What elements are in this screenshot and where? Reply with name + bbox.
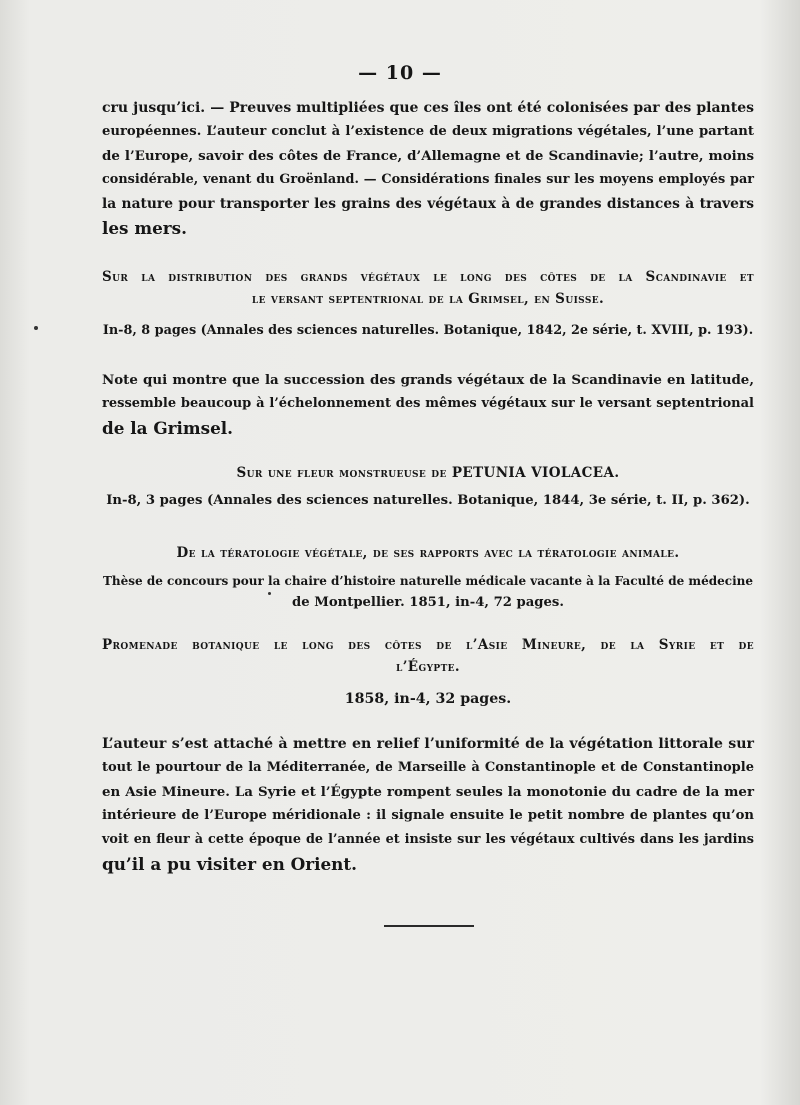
meta-line: 1858, in-4, 32 pages. [344, 691, 512, 707]
section-body [102, 368, 754, 440]
text-line: la nature pour transporter les grains des végétaux à de grandes distances à travers [102, 196, 754, 212]
text-line: qu’il a pu visiter en Orient. [102, 854, 357, 874]
intro-paragraph [102, 96, 754, 240]
title-line: Promenade botanique le long des côtes de l’Asie Mineure, de la Syrie et de [102, 637, 754, 653]
section-title-promenade [102, 634, 754, 678]
meta-line: In-8, 3 pages (Annales des sciences naturelles. Botanique, 1844, 3e série, t. II, p. 362). [106, 493, 750, 508]
text-line: intérieure de l’Europe méridionale : il signale ensuite le petit nombre de plantes qu’on [102, 808, 754, 823]
text-line: européennes. L’auteur conclut à l’existence de deux migrations végétales, l’une partant [102, 124, 754, 139]
title-line: Sur une fleur monstrueuse de PETUNIA VIOLACEA. [236, 465, 620, 481]
publication-info [102, 320, 754, 342]
closing-rule [384, 925, 474, 927]
title-line: Sur la distribution des grands végétaux le long des côtes de la Scandinavie et [102, 269, 754, 285]
text-line: ressemble beaucoup à l’échelonnement des mêmes végétaux sur le versant septentrional [102, 396, 754, 411]
section-body [102, 732, 754, 876]
title-line: le versant septentrional de la Grimsel, en Suisse. [251, 291, 605, 307]
text-line: considérable, venant du Groënland. — Considérations finales sur les moyens employés par [102, 172, 754, 187]
publication-info [102, 490, 754, 512]
text-line: L’auteur s’est attaché à mettre en relief l’uniformité de la végétation littorale sur [102, 736, 754, 752]
text-line: cru jusqu’ici. — Preuves multipliées que ces îles ont été colonisées par des plantes [102, 100, 754, 116]
publication-info [102, 570, 754, 614]
text-line: les mers. [102, 218, 187, 238]
publication-info [102, 688, 754, 710]
print-speck [34, 326, 38, 330]
text-line: en Asie Mineure. La Syrie et l’Égypte rompent seules la monotonie du cadre de la mer [102, 784, 754, 800]
section-title-scandinavie [102, 266, 754, 310]
text-line: Note qui montre que la succession des grands végétaux de la Scandinavie en latitude, [102, 372, 754, 388]
meta-line: In-8, 8 pages (Annales des sciences naturelles. Botanique, 1842, 2e série, t. XVIII, p. 193). [102, 323, 754, 338]
title-line: l’Égypte. [395, 659, 461, 675]
meta-line: de Montpellier. 1851, in-4, 72 pages. [292, 595, 564, 610]
text-line: voit en fleur à cette époque de l’année et insiste sur les végétaux cultivés dans les jardins [102, 832, 754, 847]
text-line: de la Grimsel. [102, 418, 233, 438]
meta-line: Thèse de concours pour la chaire d’histoire naturelle médicale vacante à la Faculté de médecine [103, 574, 753, 588]
text-line: de l’Europe, savoir des côtes de France, d’Allemagne et de Scandinavie; l’autre, moins [102, 148, 754, 164]
print-speck [268, 592, 271, 595]
text-line: tout le pourtour de la Méditerranée, de Marseille à Constantinople et de Constantinople [102, 760, 754, 775]
page-number: — 10 — [358, 62, 442, 84]
title-line: De la tératologie végétale, de ses rapports avec la tératologie animale. [176, 545, 680, 561]
section-title-petunia [102, 462, 754, 484]
section-title-teratologie [102, 542, 754, 564]
